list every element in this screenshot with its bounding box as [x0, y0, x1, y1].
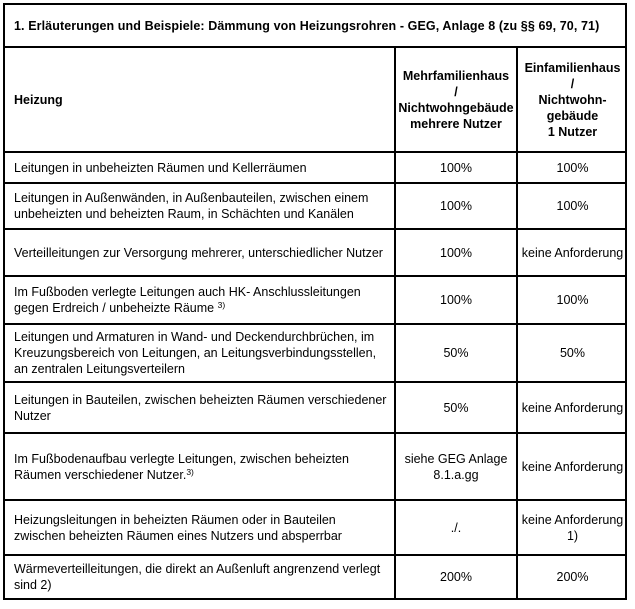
row-description-text: Leitungen in Bauteilen, zwischen beheizten Räumen verschiedener Nutzer — [14, 392, 387, 423]
footnote-reference: 3) — [186, 466, 194, 477]
value-text: 100% — [440, 199, 472, 213]
insulation-requirements-table — [5, 48, 627, 598]
cell-heizung-description — [5, 433, 395, 500]
table-row — [5, 500, 627, 555]
header-row — [5, 48, 627, 152]
row-description-text: Heizungsleitungen in beheizten Räumen oder in Bauteilen zwischen beheizten Räumen eines Nutzers und absperrbar — [14, 512, 342, 543]
cell-einfamilienhaus-value — [517, 433, 627, 500]
row-description-text: Verteilleitungen zur Versorgung mehrerer, unterschiedlicher Nutzer — [14, 245, 383, 260]
table-row — [5, 382, 627, 433]
footnote-reference: 3) — [217, 300, 226, 310]
column-header-line: / — [570, 76, 575, 91]
cell-einfamilienhaus-value — [517, 324, 627, 382]
cell-mehrfamilienhaus-value — [395, 229, 517, 276]
value-text: 50% — [559, 346, 586, 360]
cell-heizung-description — [5, 229, 395, 276]
value-text: 200% — [556, 570, 589, 584]
value-text: siehe GEG Anlage 8.1.a.gg — [404, 451, 508, 482]
row-description-text: Im Fußbodenaufbau verlegte Leitungen, zwischen beheizten Räumen verschiedener Nutzer. — [14, 451, 349, 482]
cell-mehrfamilienhaus-value — [395, 433, 517, 500]
value-text: ./. — [450, 520, 462, 535]
value-text: 200% — [440, 570, 472, 584]
column-header-line: gebäude — [546, 108, 599, 123]
table-row — [5, 152, 627, 183]
value-text: keine Anforderung — [521, 459, 624, 474]
value-text: 100% — [440, 245, 472, 260]
row-description-text: Leitungen und Armaturen in Wand- und Deckendurchbrüchen, im Kreuzungsbereich von Leitungen, an Leitungsverbindungsstellen, an zentralen Leitungsverteilern — [14, 330, 377, 376]
table-row — [5, 276, 627, 324]
column-header-line: Einfamilienhaus — [524, 60, 621, 75]
value-text: keine Anforderung — [521, 400, 624, 415]
cell-einfamilienhaus-value — [517, 382, 627, 433]
column-header-einfamilienhaus — [517, 48, 627, 152]
column-header-line: Nichtwohn- — [538, 92, 607, 107]
value-text: 100% — [556, 293, 589, 307]
value-text: 50% — [443, 346, 469, 360]
cell-heizung-description — [5, 152, 395, 183]
cell-mehrfamilienhaus-value — [395, 500, 517, 555]
table-row — [5, 324, 627, 382]
row-description-text: Wärmeverteilleitungen, die direkt an Außenluft angrenzend verlegt sind 2) — [14, 562, 381, 592]
cell-einfamilienhaus-value — [517, 500, 627, 555]
table-row — [5, 183, 627, 229]
value-text: 100% — [556, 199, 589, 213]
page-title: 1. Erläuterungen und Beispiele: Dämmung von Heizungsrohren - GEG, Anlage 8 (zu §§ 69, 70, 71) — [14, 18, 600, 33]
cell-mehrfamilienhaus-value — [395, 183, 517, 229]
column-header-line: mehrere Nutzer — [410, 116, 502, 131]
row-description-text: Leitungen in unbeheizten Räumen und Kellerräumen — [14, 160, 307, 175]
document-title-box — [5, 5, 625, 48]
footnote-reference: 1) — [566, 528, 579, 543]
cell-mehrfamilienhaus-value — [395, 152, 517, 183]
table-row — [5, 229, 627, 276]
cell-mehrfamilienhaus-value — [395, 555, 517, 598]
value-text: keine Anforderung — [521, 245, 624, 260]
column-header-heizung — [5, 48, 395, 152]
cell-heizung-description — [5, 555, 395, 598]
value-text: 100% — [440, 293, 472, 307]
cell-einfamilienhaus-value — [517, 183, 627, 229]
cell-einfamilienhaus-value — [517, 229, 627, 276]
column-header-mehrfamilienhaus — [395, 48, 517, 152]
column-header-label: Heizung — [14, 92, 63, 107]
value-text: keine Anforderung — [521, 512, 624, 527]
value-text: 100% — [556, 160, 589, 175]
row-description-text: Im Fußboden verlegte Leitungen auch HK- Anschlussleitungen gegen Erdreich / unbeheizte Räume — [14, 285, 361, 315]
cell-mehrfamilienhaus-value — [395, 276, 517, 324]
table-row — [5, 433, 627, 500]
document-page — [3, 3, 627, 600]
cell-einfamilienhaus-value — [517, 152, 627, 183]
cell-heizung-description — [5, 500, 395, 555]
cell-heizung-description — [5, 324, 395, 382]
cell-einfamilienhaus-value — [517, 555, 627, 598]
column-header-line: / — [454, 84, 458, 99]
cell-einfamilienhaus-value — [517, 276, 627, 324]
cell-heizung-description — [5, 382, 395, 433]
value-text: 100% — [440, 160, 472, 175]
cell-heizung-description — [5, 276, 395, 324]
column-header-line: Nichtwohngebäude — [398, 100, 514, 115]
table-row — [5, 555, 627, 598]
value-text: 50% — [443, 400, 469, 415]
column-header-line: Mehrfamilienhaus — [402, 68, 510, 83]
cell-heizung-description — [5, 183, 395, 229]
cell-mehrfamilienhaus-value — [395, 324, 517, 382]
cell-mehrfamilienhaus-value — [395, 382, 517, 433]
column-header-line: 1 Nutzer — [547, 124, 598, 139]
row-description-text: Leitungen in Außenwänden, in Außenbauteilen, zwischen einem unbeheizten und beheizten Raum, in Schächten und Kanälen — [14, 191, 369, 221]
